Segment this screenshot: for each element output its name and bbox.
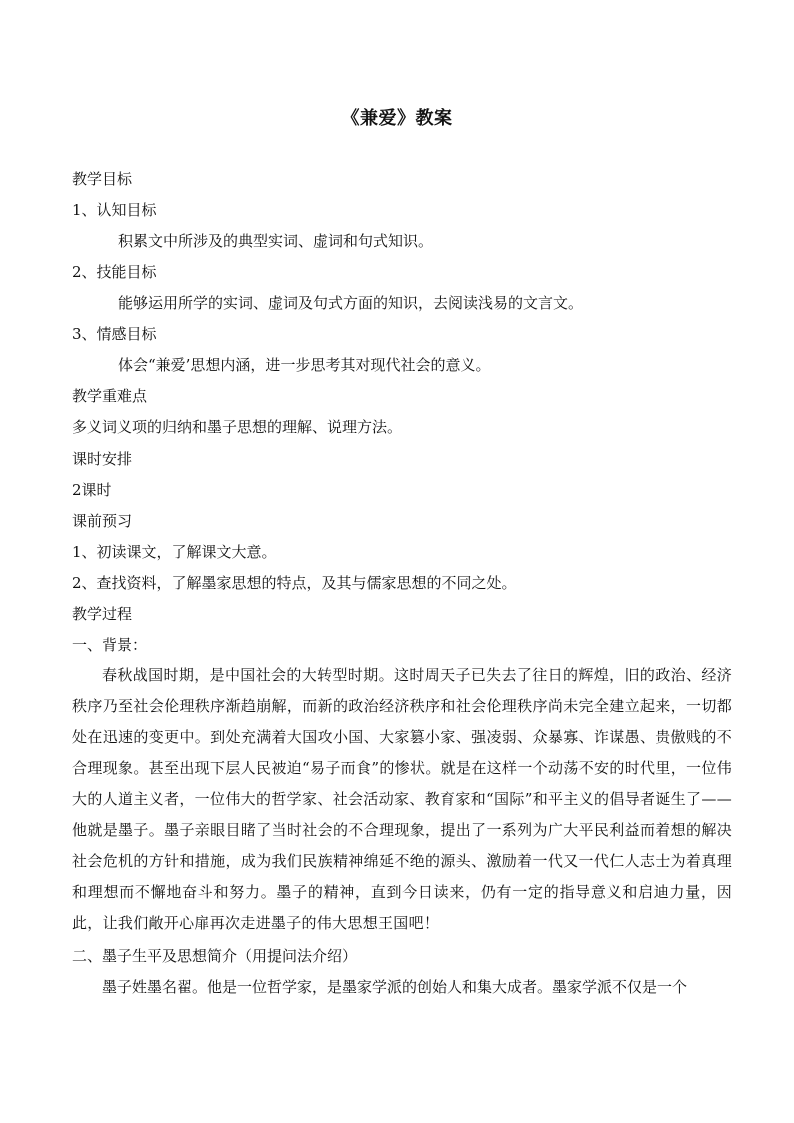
schedule-text: 2课时 (72, 481, 112, 499)
goal2-text: 能够运用所学的实词、虚词及句式方面的知识，去阅读浅易的文言文。 (118, 294, 584, 312)
goals-heading: 教学目标 (72, 170, 133, 188)
document-title: 《兼爱》教案 (341, 108, 453, 129)
process-heading: 教学过程 (72, 605, 133, 623)
background-paragraph: 春秋战国时期，是中国社会的大转型时期。这时周天子已失去了往日的辉煌，旧的政治、经济秩序乃至社会伦理秩序渐趋崩解，而新的政治经济秩序和社会伦理秩序尚未完全建立起来，一切都处在迅速的变更中。到处充满着大国攻小国、大家篡小家、强凌弱、众暴寡、诈谋愚、贵傲贱的不合理现象。甚至出现下层人民被迫“易子而食”的惨状。就是在这样一个动荡不安的时代里，一位伟大的人道主义者，一位伟大的哲学家、社会活动家、教育家和“国际”和平主义的倡导者诞生了——他就是墨子。墨子亲眼目睹了当时社会的不合理现象，提出了一系列为广大平民利益而着想的解决社会危机的方针和措施，成为我们民族精神绵延不绝的源头、激励着一代又一代仁人志士为着真理和理想而不懈地奋斗和努力。墨子的精神，直到今日读来，仍有一定的指导意义和启迪力量，因此，让我们敞开心扉再次走进墨子的伟大思想王国吧！ (72, 666, 732, 932)
intro-paragraph: 墨子姓墨名翟。他是一位哲学家，是墨家学派的创始人和集大成者。墨家学派不仅是一个 (102, 978, 688, 996)
goal1-heading: 1、认知目标 (72, 201, 157, 219)
preview-item-2: 2、查找资料，了解墨家思想的特点，及其与儒家思想的不同之处。 (72, 574, 517, 592)
goal3-heading: 3、情感目标 (72, 325, 157, 343)
schedule-heading: 课时安排 (72, 450, 133, 468)
background-heading: 一、背景： (72, 636, 148, 654)
difficulty-text: 多义词义项的归纳和墨子思想的理解、说理方法。 (72, 418, 403, 436)
intro-heading: 二、墨子生平及思想简介（用提问法介绍） (72, 947, 358, 965)
goal3-text: 体会“兼爱’思想内涵，进一步思考其对现代社会的意义。 (118, 356, 491, 374)
difficulty-heading: 教学重难点 (72, 387, 148, 405)
preview-heading: 课前预习 (72, 512, 133, 530)
goal2-heading: 2、技能目标 (72, 263, 157, 281)
goal1-text: 积累文中所涉及的典型实词、虚词和句式知识。 (118, 232, 434, 250)
preview-item-1: 1、初读课文，了解课文大意。 (72, 543, 277, 561)
